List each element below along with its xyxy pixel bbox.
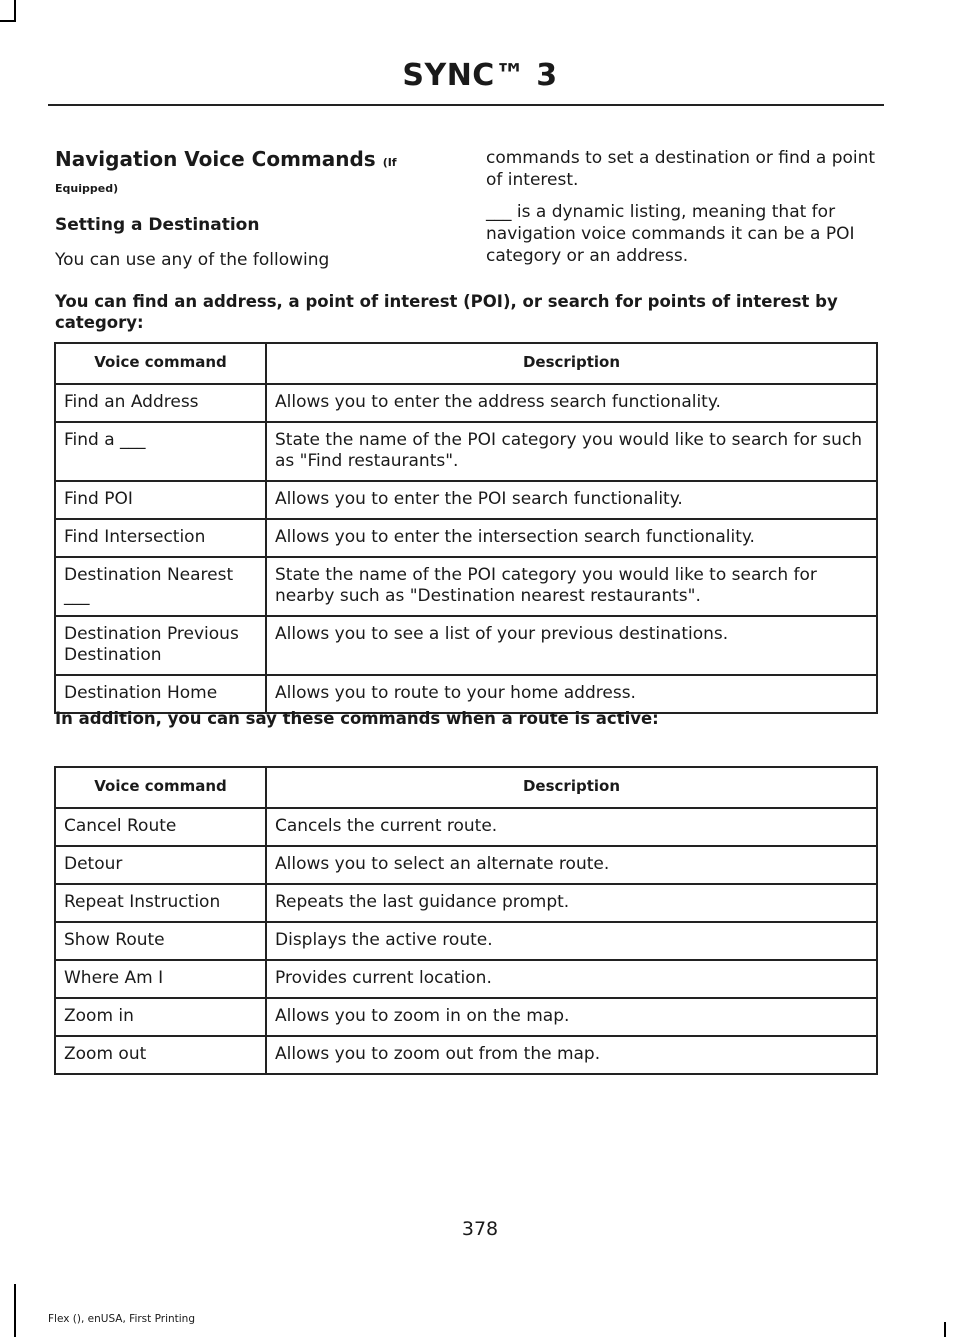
section-title: [55, 146, 445, 176]
column-header-command: Voice command: [55, 767, 266, 808]
description-cell: Allows you to enter the address search functionality.: [266, 384, 877, 422]
description-cell: Provides current location.: [266, 960, 877, 998]
right-paragraph-2: ___ is a dynamic listing, meaning that for navigation voice commands it can be a POI category or an address.: [486, 202, 855, 266]
command-cell: Zoom out: [55, 1036, 266, 1074]
command-cell: Show Route: [55, 922, 266, 960]
crop-mark-top-left-h: [0, 20, 16, 22]
description-cell: Allows you to enter the intersection search functionality.: [266, 519, 877, 557]
description-cell: Allows you to zoom in on the map.: [266, 998, 877, 1036]
page-number: 378: [461, 1218, 499, 1240]
command-cell: Repeat Instruction: [55, 884, 266, 922]
command-cell: Find Intersection: [55, 519, 266, 557]
command-cell: Destination Nearest ___: [55, 557, 266, 616]
command-cell: Zoom in: [55, 998, 266, 1036]
section-title-text: Navigation Voice Commands: [55, 147, 376, 171]
page-header-title: SYNC™ 3: [402, 58, 558, 93]
crop-mark-bottom-left: [14, 1284, 16, 1337]
command-cell: Cancel Route: [55, 808, 266, 846]
header-divider: [48, 104, 884, 106]
command-cell: Detour: [55, 846, 266, 884]
command-cell: Find POI: [55, 481, 266, 519]
right-paragraph-1: commands to set a destination or find a point of interest.: [486, 148, 876, 190]
table-header-row: [55, 343, 877, 384]
table-row: [55, 1036, 877, 1074]
command-cell: Find a ___: [55, 422, 266, 481]
table-row: [55, 519, 877, 557]
crop-mark-top-left: [14, 0, 16, 22]
column-header-description: Description: [266, 343, 877, 384]
section-equipped-note: Equipped): [55, 182, 119, 195]
section-title-suffix: (If: [382, 156, 397, 169]
table-row: [55, 616, 877, 675]
description-cell: Repeats the last guidance prompt.: [266, 884, 877, 922]
voice-command-table-1: [54, 342, 878, 714]
command-cell: Destination Home: [55, 675, 266, 713]
table-row: [55, 846, 877, 884]
description-cell: State the name of the POI category you would like to search for such as "Find restaurants".: [266, 422, 877, 481]
description-cell: Displays the active route.: [266, 922, 877, 960]
voice-command-table-2: [54, 766, 878, 1075]
subsection-title: Setting a Destination: [55, 215, 260, 235]
table-row: [55, 922, 877, 960]
column-header-command: Voice command: [55, 343, 266, 384]
table-row: [55, 557, 877, 616]
left-column: [55, 146, 445, 271]
right-column: [486, 147, 882, 267]
table-row: [55, 808, 877, 846]
description-cell: Allows you to see a list of your previous destinations.: [266, 616, 877, 675]
description-cell: Allows you to route to your home address.: [266, 675, 877, 713]
command-cell: Destination Previous Destination: [55, 616, 266, 675]
table-row: [55, 422, 877, 481]
command-cell: Where Am I: [55, 960, 266, 998]
description-cell: Allows you to select an alternate route.: [266, 846, 877, 884]
crop-mark-bottom-right: [944, 1322, 946, 1337]
table2-intro: In addition, you can say these commands when a route is active:: [55, 709, 659, 728]
table-row: [55, 998, 877, 1036]
description-cell: State the name of the POI category you would like to search for nearby such as "Destination nearest restaurants".: [266, 557, 877, 616]
description-cell: Allows you to enter the POI search functionality.: [266, 481, 877, 519]
column-header-description: Description: [266, 767, 877, 808]
footer-edition: Flex (), enUSA, First Printing: [48, 1313, 195, 1325]
table-row: [55, 960, 877, 998]
command-cell: Find an Address: [55, 384, 266, 422]
table-row: [55, 481, 877, 519]
left-paragraph: You can use any of the following: [55, 250, 330, 270]
description-cell: Allows you to zoom out from the map.: [266, 1036, 877, 1074]
description-cell: Cancels the current route.: [266, 808, 877, 846]
table-row: [55, 384, 877, 422]
table1-intro: You can find an address, a point of interest (POI), or search for points of interest by category:: [55, 292, 838, 332]
table-header-row: [55, 767, 877, 808]
table-row: [55, 884, 877, 922]
